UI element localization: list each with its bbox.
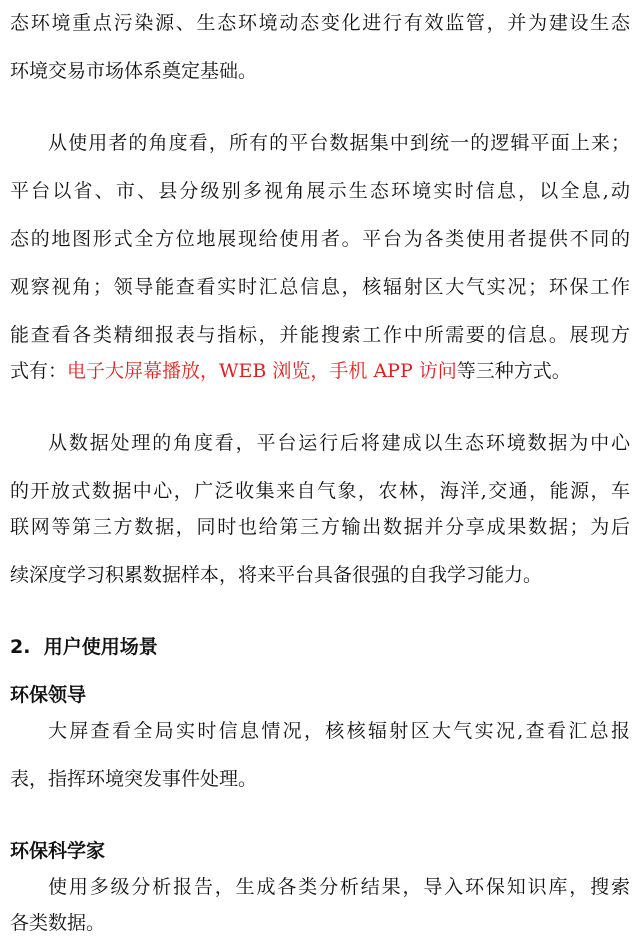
section-title: 用户使用场景 [43, 636, 158, 658]
paragraph-1-line-1: 态环境重点污染源、生态环境动态变化进行有效监管，并为建设生态 [10, 12, 630, 34]
paragraph-3-line-1: 从数据处理的角度看，平台运行后将建成以生态环境数据为中心 [48, 432, 630, 454]
paragraph-2-line-5: 能查看各类精细报表与指标，并能搜索工作中所需要的信息。展现方 [10, 324, 630, 346]
paragraph-2-line-3: 态的地图形式全方位地展现给使用者。平台为各类使用者提供不同的 [10, 228, 630, 250]
paragraph-2-line-6 [10, 360, 630, 382]
paragraph-2-line-6-prefix: 式有： [10, 360, 68, 382]
paragraph-3-line-3: 联网等第三方数据，同时也给第三方输出数据并分享成果数据；为后 [10, 516, 630, 538]
paragraph-3-line-2: 的开放式数据中心，广泛收集来自气象，农林，海洋,交通，能源，车 [10, 480, 630, 502]
paragraph-1-line-2: 环境交易市场体系奠定基础。 [10, 60, 258, 82]
scientist-line-1: 使用多级分析报告，生成各类分析结果，导入环保知识库，搜索 [48, 876, 630, 898]
leader-line-2: 表，指挥环境突发事件处理。 [10, 768, 258, 790]
paragraph-2-line-4: 观察视角；领导能查看实时汇总信息，核辐射区大气实况；环保工作 [10, 276, 630, 298]
leader-heading: 环保领导 [10, 684, 87, 706]
paragraph-2-line-1: 从使用者的角度看，所有的平台数据集中到统一的逻辑平面上来； [48, 132, 630, 154]
paragraph-2-line-6-suffix: 等三种方式。 [456, 360, 571, 382]
section-number: 2. [10, 636, 31, 658]
paragraph-2-line-2: 平台以省、市、县分级别多视角展示生态环境实时信息，以全息,动 [10, 180, 630, 202]
paragraph-3-line-4: 续深度学习积累数据样本，将来平台具备很强的自我学习能力。 [10, 564, 543, 586]
scientist-heading: 环保科学家 [10, 840, 106, 862]
leader-line-1: 大屏查看全局实时信息情况，核核辐射区大气实况,查看汇总报 [48, 720, 630, 742]
section-heading [10, 636, 630, 658]
scientist-line-2: 各类数据。 [10, 912, 106, 934]
delivery-methods-highlight: 电子大屏幕播放，WEB 浏览，手机 APP 访问 [67, 360, 457, 382]
